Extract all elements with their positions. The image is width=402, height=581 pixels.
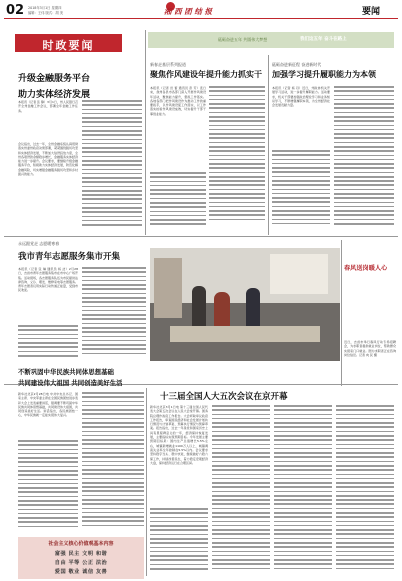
photo-desk	[170, 326, 320, 342]
article-3-title: 加强学习提升履职能力为本领	[272, 70, 376, 79]
article-4-col-1-rest	[18, 325, 78, 361]
article-4-kicker: 永远跟党走 志愿暖寒春	[18, 241, 60, 246]
article-1-title-line-2: 助力实体经济发展	[18, 90, 91, 100]
col-divider-4	[146, 388, 147, 576]
article-6-col-3	[274, 405, 332, 576]
values-box	[18, 537, 144, 579]
green-banner	[148, 32, 394, 48]
article-4-body: 本报讯（记者 张 琳 通讯员 杨 洁）2月28日，吉首市青年志愿服务集市在市中心广场开集。活动现场，各志愿服务队伍为市民提供法律咨询、义诊、理发、维修家电等志愿服务。青年志愿者们用实际行动传递正能量，受到市民欢迎。	[18, 267, 78, 293]
article-2-col-2	[209, 86, 265, 226]
article-6-body: 新华社北京3月1日电 第十三届全国人民代表大会第五次会议在人民大会堂开幕。国务院总理作政府工作报告。大会听取审议政府工作报告，审查国民经济和社会发展计划执行情况与计划草案、预算执行情况与预算草案。报告指出，过去一年是党和国家历史上具有里程碑意义的一年，经济保持恢复发展，主要指标实现预期目标。今年发展主要预期目标是：国内生产总值增长5.5%左右，城镇新增就业1100万人以上，城镇调查失业率全年控制在5.5%以内。会议要求坚持稳字当头、稳中求进，继续做好六稳六保工作，持续改善民生，着力稳定宏观经济大盘，保持经济运行在合理区间。	[150, 405, 208, 465]
page-number: 02	[6, 3, 25, 18]
section-rule-1	[4, 236, 398, 237]
article-2-kicker: 新春走基层系列报道	[150, 62, 186, 67]
article-2-col-3	[150, 172, 206, 230]
article-5-col-1-rest	[18, 440, 78, 532]
article-1-body: 会议指出，过去一年，全州金融系统认真贯彻落实州委州政府决策部署，紧紧围绕脱贫攻坚和实体经济发展，不断加大信贷投放力度，全州各项贷款余额稳步增长，金融服务实体经济能力进一步提升。会议要求，要继续升级金融服务平台，积极助力实体经济发展，防范化解金融风险，切实增强金融服务脱贫攻坚和乡村振兴的能力。	[18, 142, 78, 177]
date-line: 2018年3月1日 星期四	[28, 6, 62, 10]
values-row-3: 爱国 敬业 诚信 友善	[54, 569, 108, 575]
article-3-body: 本报讯（记者 杨 丹）近日，州政协机关开展学习活动，进一步提升履职能力。活动要求，机关干部要加强政治理论学习和业务知识学习，不断增强履职本领，为全州经济社会发展贡献力量。	[272, 86, 330, 108]
col-divider-2	[268, 55, 269, 235]
article-6-title: 十三届全国人大五次会议在京开幕	[160, 392, 288, 402]
editor-line: 编辑：王伟 版式：胡 美	[28, 11, 64, 15]
article-5-col-2	[82, 392, 144, 532]
photo-window	[270, 254, 328, 294]
column-banner	[15, 34, 122, 52]
article-3-kicker: 砥砺奋进新征程 奋进新时代	[272, 62, 322, 67]
values-row-2: 自由 平等 公正 法治	[54, 560, 108, 566]
photo-caption: 近日，吉首市举行春风行动专场招聘会，为求职者提供就业岗位，帮助群众实现家门口就业。图为求职者正在咨询岗位信息。记者 向 民 摄	[344, 340, 396, 357]
article-6-col-4	[336, 405, 394, 576]
masthead-text: 湘 西 团 结 报	[164, 7, 212, 16]
article-1-title-line-1: 升级金融服务平台	[18, 74, 91, 84]
values-row-1: 富强 民主 文明 和谐	[54, 551, 108, 557]
article-4-title: 我市青年志愿服务集市开集	[18, 252, 121, 262]
banner-left-text: 砥砺奋进五年 共圆伟大梦想	[218, 37, 268, 42]
article-2-title: 聚焦作风建设年提升能力抓实干	[150, 70, 262, 79]
news-photo	[150, 248, 340, 361]
masthead-logo	[158, 3, 232, 16]
photo-rack	[154, 258, 182, 318]
col-divider-3	[341, 240, 342, 386]
article-4-col-2	[82, 267, 146, 361]
article-3-col-1-rest	[272, 150, 330, 230]
article-5-body: 新华社北京2月28日电 中共中央总书记、国家主席、中央军委主席在全国民族团结进步表彰大会上发表重要讲话，强调要不断巩固中华民族共同体思想基础，共同建设伟大祖国，共同创造美好生活。讲话指出，各民族团结一心，中华民族就一定能实现伟大复兴。	[18, 392, 78, 418]
article-1-lead: 本报讯（记者 张 静）3月1日，州人民银行召开全州金融工作会议，部署全年金融工作任务。	[18, 100, 78, 113]
article-3-col-2	[334, 86, 394, 230]
article-6-col-1-rest	[150, 508, 208, 576]
section-label: 要闻	[362, 7, 381, 17]
values-box-title: 社会主义核心价值观基本内容	[48, 541, 114, 547]
col-divider-1	[145, 30, 146, 235]
article-2-body: 本报讯（记者 田 蕾 通讯员 彭 芳）连日来，我州各县市各部门深入开展作风建设年活动，聚焦能力提升，狠抓工作落实。各地各部门把作风建设作为推动工作的重要抓手，以作风建设促工作落实，以工作落实检验作风建设成效，切实提升干部干事创业能力。	[150, 86, 206, 116]
article-6-col-2	[212, 405, 270, 576]
article-5-title-line-2: 共同建设伟大祖国 共同创造美好生活	[18, 379, 123, 387]
header-rule	[4, 18, 398, 19]
article-5-title-line-1: 不断巩固中华民族共同体思想基础	[18, 368, 114, 376]
photo-figure-1	[192, 286, 206, 330]
column-banner-title: 时政要闻	[42, 39, 95, 52]
banner-right-text: 我们这五年 奋斗在路上	[300, 37, 347, 42]
article-1-col-2	[82, 100, 142, 230]
photo-title: 春风送岗暖人心	[344, 265, 388, 272]
